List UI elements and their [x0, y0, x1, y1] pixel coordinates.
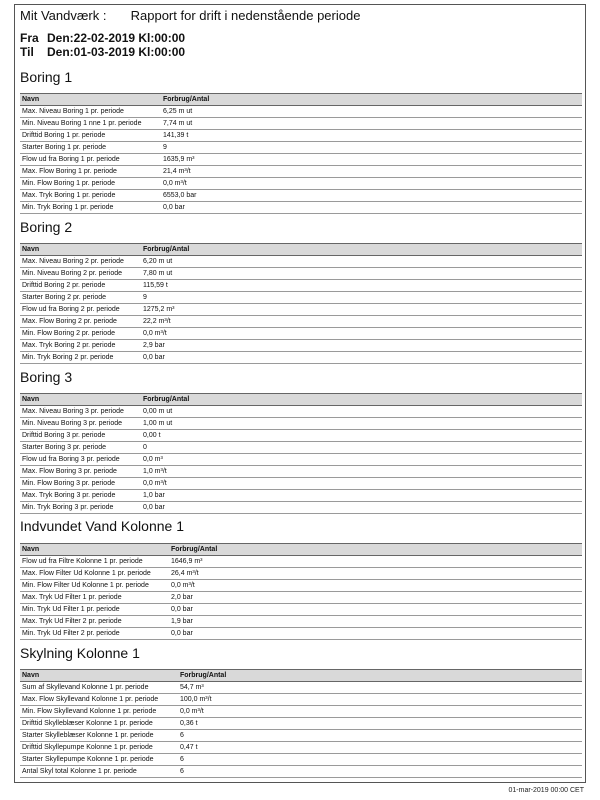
table-row	[20, 454, 582, 466]
table-row	[20, 406, 582, 418]
row-name: Min. Flow Filter Ud Kolonne 1 pr. periode	[20, 580, 169, 592]
to-value: Den:01-03-2019 Kl:00:00	[47, 45, 186, 59]
row-value: 0,47 t	[178, 742, 582, 754]
row-value: 54,7 m³	[178, 682, 582, 694]
row-name: Min. Flow Skyllevand Kolonne 1 pr. periode	[20, 706, 178, 718]
row-value: 26,4 m³/t	[169, 568, 582, 580]
row-name: Max. Niveau Boring 3 pr. periode	[20, 406, 141, 418]
row-name: Flow ud fra Filtre Kolonne 1 pr. periode	[20, 556, 169, 568]
table-row	[20, 556, 582, 568]
section-title: Boring 2	[20, 219, 73, 235]
table-header-row	[20, 394, 582, 406]
row-name: Sum af Skyllevand Kolonne 1 pr. periode	[20, 682, 178, 694]
row-name: Max. Flow Boring 3 pr. periode	[20, 466, 141, 478]
table-row	[20, 466, 582, 478]
table-row	[20, 616, 582, 628]
column-header-value: Forbrug/Antal	[141, 244, 582, 256]
column-header-name: Navn	[20, 394, 141, 406]
section-title: Indvundet Vand Kolonne 1	[20, 518, 184, 534]
table-row	[20, 754, 582, 766]
table-row	[20, 166, 582, 178]
table-row	[20, 292, 582, 304]
section-title: Boring 3	[20, 369, 73, 385]
row-value: 6	[178, 730, 582, 742]
table-row	[20, 352, 582, 364]
row-value: 1275,2 m³	[141, 304, 582, 316]
column-header-name: Navn	[20, 244, 141, 256]
column-header-value: Forbrug/Antal	[161, 94, 582, 106]
row-name: Drifttid Boring 2 pr. periode	[20, 280, 141, 292]
table-row	[20, 766, 582, 778]
row-name: Min. Tryk Boring 3 pr. periode	[20, 502, 141, 514]
table-header-row	[20, 544, 582, 556]
row-value: 0,0 bar	[161, 202, 582, 214]
row-name: Starter Skyllepumpe Kolonne 1 pr. periode	[20, 754, 178, 766]
row-value: 0,0 m³/t	[141, 478, 582, 490]
column-header-value: Forbrug/Antal	[178, 670, 582, 682]
row-name: Min. Niveau Boring 3 pr. periode	[20, 418, 141, 430]
row-name: Min. Flow Boring 3 pr. periode	[20, 478, 141, 490]
row-name: Drifttid Skylleblæser Kolonne 1 pr. periode	[20, 718, 178, 730]
report-title: Rapport for drift i nedenstående periode	[130, 8, 361, 23]
table-row	[20, 568, 582, 580]
row-name: Min. Tryk Boring 1 pr. periode	[20, 202, 161, 214]
table-row	[20, 268, 582, 280]
row-name: Drifttid Skyllepumpe Kolonne 1 pr. periode	[20, 742, 178, 754]
row-name: Max. Flow Filter Ud Kolonne 1 pr. periode	[20, 568, 169, 580]
table-row	[20, 130, 582, 142]
row-name: Max. Tryk Ud Filter 1 pr. periode	[20, 592, 169, 604]
row-value: 0,00 m ut	[141, 406, 582, 418]
row-name: Max. Tryk Boring 1 pr. periode	[20, 190, 161, 202]
row-value: 0	[141, 442, 582, 454]
table-row	[20, 106, 582, 118]
table-row	[20, 328, 582, 340]
data-table	[20, 243, 582, 364]
column-header-name: Navn	[20, 544, 169, 556]
section-title: Boring 1	[20, 69, 73, 85]
row-name: Max. Flow Boring 2 pr. periode	[20, 316, 141, 328]
table-row	[20, 682, 582, 694]
table-row	[20, 718, 582, 730]
table-row	[20, 730, 582, 742]
row-value: 9	[141, 292, 582, 304]
row-value: 1,9 bar	[169, 616, 582, 628]
row-name: Max. Niveau Boring 2 pr. periode	[20, 256, 141, 268]
table-row	[20, 202, 582, 214]
table-row	[20, 592, 582, 604]
table-row	[20, 430, 582, 442]
table-row	[20, 604, 582, 616]
table-row	[20, 442, 582, 454]
data-table	[20, 393, 582, 514]
row-value: 0,0 bar	[169, 628, 582, 640]
row-name: Min. Niveau Boring 1 nne 1 pr. periode	[20, 118, 161, 130]
table-row	[20, 304, 582, 316]
row-name: Min. Tryk Boring 2 pr. periode	[20, 352, 141, 364]
table-row	[20, 118, 582, 130]
row-name: Min. Flow Boring 1 pr. periode	[20, 178, 161, 190]
table-row	[20, 142, 582, 154]
from-label: Fra	[20, 31, 39, 45]
row-value: 0,36 t	[178, 718, 582, 730]
row-value: 1646,9 m³	[169, 556, 582, 568]
data-table	[20, 93, 582, 214]
row-name: Min. Flow Boring 2 pr. periode	[20, 328, 141, 340]
table-header-row	[20, 244, 582, 256]
row-value: 0,0 bar	[169, 604, 582, 616]
row-name: Starter Skylleblæser Kolonne 1 pr. periode	[20, 730, 178, 742]
row-name: Flow ud fra Boring 3 pr. periode	[20, 454, 141, 466]
row-name: Max. Tryk Boring 2 pr. periode	[20, 340, 141, 352]
data-table	[20, 669, 582, 778]
table-row	[20, 490, 582, 502]
row-value: 0,0 m³/t	[161, 178, 582, 190]
row-value: 0,0 bar	[141, 502, 582, 514]
row-value: 7,74 m ut	[161, 118, 582, 130]
row-name: Max. Flow Boring 1 pr. periode	[20, 166, 161, 178]
report-header	[20, 8, 360, 23]
row-name: Antal Skyl total Kolonne 1 pr. periode	[20, 766, 178, 778]
row-value: 6,20 m ut	[141, 256, 582, 268]
row-value: 1,0 bar	[141, 490, 582, 502]
row-value: 2,9 bar	[141, 340, 582, 352]
table-row	[20, 742, 582, 754]
table-row	[20, 280, 582, 292]
row-name: Max. Flow Skyllevand Kolonne 1 pr. periode	[20, 694, 178, 706]
row-value: 21,4 m³/t	[161, 166, 582, 178]
row-value: 0,0 m³/t	[141, 328, 582, 340]
row-name: Starter Boring 3 pr. periode	[20, 442, 141, 454]
row-name: Min. Niveau Boring 2 pr. periode	[20, 268, 141, 280]
row-value: 0,0 m³/t	[169, 580, 582, 592]
app-title: Mit Vandværk :	[20, 8, 107, 23]
table-row	[20, 706, 582, 718]
footer-timestamp: 01-mar-2019 00:00 CET	[508, 787, 584, 794]
row-name: Starter Boring 1 pr. periode	[20, 142, 161, 154]
row-name: Min. Tryk Ud Filter 2 pr. periode	[20, 628, 169, 640]
section-title: Skylning Kolonne 1	[20, 645, 140, 661]
row-value: 1635,9 m³	[161, 154, 582, 166]
table-row	[20, 154, 582, 166]
row-value: 7,80 m ut	[141, 268, 582, 280]
row-value: 0,0 bar	[141, 352, 582, 364]
table-row	[20, 340, 582, 352]
column-header-name: Navn	[20, 94, 161, 106]
row-value: 6	[178, 754, 582, 766]
row-value: 1,0 m³/t	[141, 466, 582, 478]
row-value: 141,39 t	[161, 130, 582, 142]
row-value: 6,25 m ut	[161, 106, 582, 118]
table-header-row	[20, 94, 582, 106]
table-row	[20, 580, 582, 592]
period-to	[20, 45, 185, 59]
row-value: 0,0 m³	[141, 454, 582, 466]
table-row	[20, 628, 582, 640]
column-header-name: Navn	[20, 670, 178, 682]
row-name: Starter Boring 2 pr. periode	[20, 292, 141, 304]
data-table	[20, 543, 582, 640]
column-header-value: Forbrug/Antal	[169, 544, 582, 556]
row-value: 1,00 m ut	[141, 418, 582, 430]
table-row	[20, 178, 582, 190]
row-name: Drifttid Boring 1 pr. periode	[20, 130, 161, 142]
row-value: 115,59 t	[141, 280, 582, 292]
to-label: Til	[20, 45, 34, 59]
row-name: Drifttid Boring 3 pr. periode	[20, 430, 141, 442]
table-row	[20, 694, 582, 706]
row-name: Max. Tryk Ud Filter 2 pr. periode	[20, 616, 169, 628]
row-name: Flow ud fra Boring 2 pr. periode	[20, 304, 141, 316]
row-name: Max. Niveau Boring 1 pr. periode	[20, 106, 161, 118]
period-from	[20, 31, 185, 45]
row-name: Max. Tryk Boring 3 pr. periode	[20, 490, 141, 502]
row-name: Flow ud fra Boring 1 pr. periode	[20, 154, 161, 166]
table-row	[20, 316, 582, 328]
row-value: 100,0 m³/t	[178, 694, 582, 706]
row-value: 6553,0 bar	[161, 190, 582, 202]
table-header-row	[20, 670, 582, 682]
row-value: 0,00 t	[141, 430, 582, 442]
table-row	[20, 418, 582, 430]
table-row	[20, 190, 582, 202]
table-row	[20, 478, 582, 490]
column-header-value: Forbrug/Antal	[141, 394, 582, 406]
row-value: 0,0 m³/t	[178, 706, 582, 718]
row-name: Min. Tryk Ud Filter 1 pr. periode	[20, 604, 169, 616]
row-value: 6	[178, 766, 582, 778]
row-value: 2,0 bar	[169, 592, 582, 604]
row-value: 9	[161, 142, 582, 154]
table-row	[20, 256, 582, 268]
row-value: 22,2 m³/t	[141, 316, 582, 328]
table-row	[20, 502, 582, 514]
from-value: Den:22-02-2019 Kl:00:00	[47, 31, 186, 45]
